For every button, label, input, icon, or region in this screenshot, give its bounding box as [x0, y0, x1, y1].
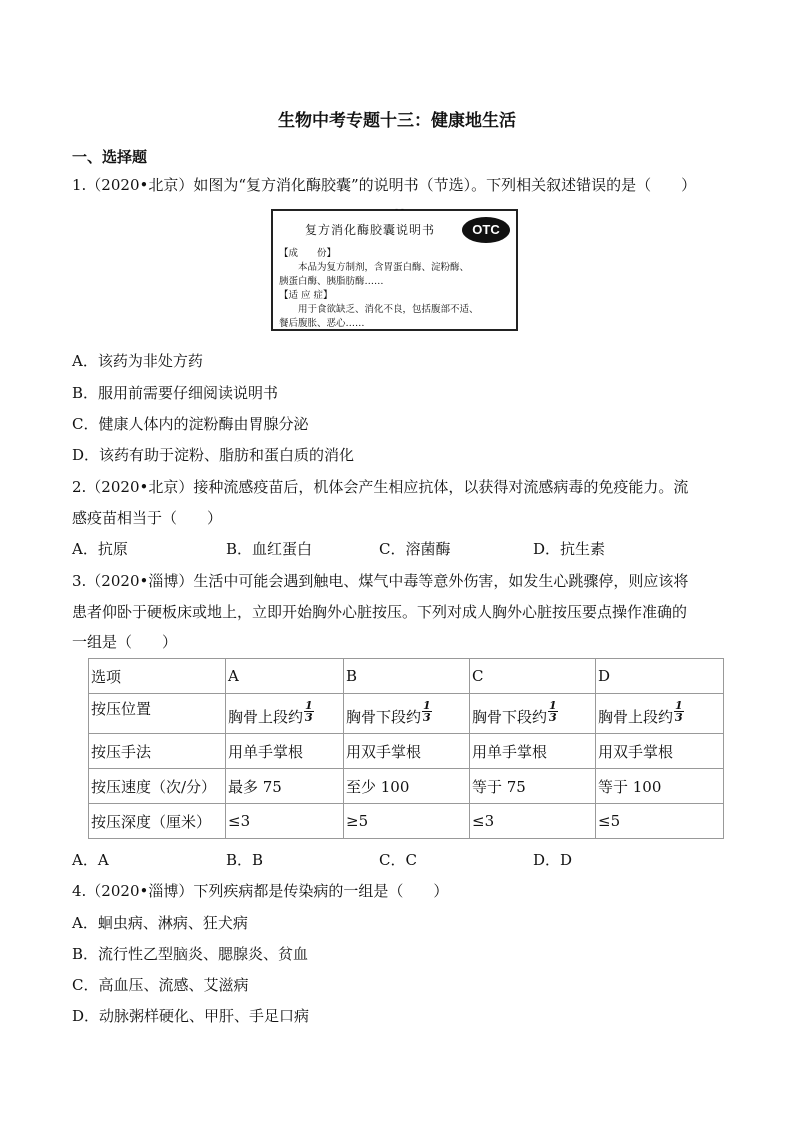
q3-option-b: B．B	[226, 851, 264, 869]
one-third-fraction: $\frac{1}{3}$	[675, 699, 683, 724]
position-text: 胸骨下段约	[346, 707, 422, 726]
table-cell: 按压位置	[89, 694, 226, 734]
table-row	[89, 769, 724, 804]
q3-stem-line-1: 3.（2020•淄博）生活中可能会遇到触电、煤气中毒等意外伤害，如发生心跳骤停，则应该将	[72, 572, 689, 590]
leaflet-title: 复方消化酶胶囊说明书	[305, 223, 436, 237]
q3-option-a: A．A	[72, 851, 109, 869]
q4-option-c: C．高血压、流感、艾滋病	[72, 976, 249, 994]
table-cell: ≤3	[226, 804, 344, 839]
table-header-cell: A	[226, 659, 344, 694]
q1-option-c: C．健康人体内的淀粉酶由胃腺分泌	[72, 415, 309, 433]
q2-option-c: C．溶菌酶	[379, 540, 451, 558]
table-cell: 等于 75	[470, 769, 596, 804]
q1-option-d: D．该药有助于淀粉、脂肪和蛋白质的消化	[72, 446, 355, 464]
page-title: 生物中考专题十三：健康地生活	[278, 111, 516, 131]
leaflet-mark: - -	[395, 205, 404, 215]
table-cell: ≤3	[470, 804, 596, 839]
q4-option-d: D．动脉粥样硬化、甲肝、手足口病	[72, 1007, 310, 1025]
leaflet-line-1: 【成 份】	[279, 248, 337, 259]
table-header-cell: C	[470, 659, 596, 694]
otc-badge: OTC	[462, 217, 510, 243]
q1-option-a: A．该药为非处方药	[72, 352, 203, 370]
q2-option-a: A．抗原	[72, 540, 128, 558]
one-third-fraction: $\frac{1}{3}$	[423, 699, 431, 724]
leaflet-line-6: 餐后腹胀、恶心……	[279, 318, 365, 329]
table-header-cell: B	[344, 659, 470, 694]
table-cell: 最多 75	[226, 769, 344, 804]
table-row	[89, 694, 724, 734]
table-cell	[596, 694, 724, 734]
table-cell: 用单手掌根	[226, 734, 344, 769]
table-cell: 用双手掌根	[596, 734, 724, 769]
q4-stem: 4.（2020•淄博）下列疾病都是传染病的一组是（ ）	[72, 882, 449, 900]
table-cell: 按压深度（厘米）	[89, 804, 226, 839]
table-header-cell: 选项	[89, 659, 226, 694]
table-row	[89, 804, 724, 839]
table-cell	[226, 694, 344, 734]
q4-option-b: B．流行性乙型脑炎、腮腺炎、贫血	[72, 945, 309, 963]
one-third-fraction: $\frac{1}{3}$	[549, 699, 557, 724]
one-third-fraction: $\frac{1}{3}$	[305, 699, 313, 724]
q4-option-a: A．蛔虫病、淋病、狂犬病	[72, 914, 248, 932]
table-cell: 按压速度（次/分）	[89, 769, 226, 804]
table-row	[89, 734, 724, 769]
q1-stem: 1.（2020•北京）如图为“复方消化酶胶囊”的说明书（节选）。下列相关叙述错误的是（ ）	[72, 176, 697, 194]
q2-option-b: B．血红蛋白	[226, 540, 313, 558]
leaflet-line-5: 用于食欲缺乏、消化不良，包括腹部不适、	[279, 304, 479, 315]
table-cell: ≤5	[596, 804, 724, 839]
position-text: 胸骨上段约	[598, 707, 674, 726]
section-heading: 一、选择题	[72, 148, 148, 166]
table-cell: ≥5	[344, 804, 470, 839]
q3-stem-line-3: 一组是（ ）	[72, 633, 178, 651]
q2-stem-line-1: 2.（2020•北京）接种流感疫苗后，机体会产生相应抗体，以获得对流感病毒的免疫能力。流	[72, 478, 689, 496]
leaflet-line-2: 本品为复方制剂，含胃蛋白酶、淀粉酶、	[279, 262, 470, 273]
q3-option-c: C．C	[379, 851, 417, 869]
table-header-cell: D	[596, 659, 724, 694]
table-cell: 至少 100	[344, 769, 470, 804]
table-cell: 按压手法	[89, 734, 226, 769]
q2-stem-line-2: 感疫苗相当于（ ）	[72, 509, 223, 527]
leaflet-line-3: 胰蛋白酶、胰脂肪酶……	[279, 276, 384, 287]
table-cell	[470, 694, 596, 734]
q3-stem-line-2: 患者仰卧于硬板床或地上，立即开始胸外心脏按压。下列对成人胸外心脏按压要点操作准确的	[72, 603, 688, 621]
q1-option-b: B．服用前需要仔细阅读说明书	[72, 384, 279, 402]
leaflet-line-4: 【适 应 症】	[279, 290, 333, 301]
table-cell	[344, 694, 470, 734]
table-row	[89, 659, 724, 694]
table-cell: 用双手掌根	[344, 734, 470, 769]
table-cell: 等于 100	[596, 769, 724, 804]
q3-option-d: D．D	[533, 851, 573, 869]
q2-option-d: D．抗生素	[533, 540, 606, 558]
medicine-leaflet-image	[271, 205, 518, 331]
table-cell: 用单手掌根	[470, 734, 596, 769]
position-text: 胸骨上段约	[228, 707, 304, 726]
position-text: 胸骨下段约	[472, 707, 548, 726]
cpr-table	[88, 658, 724, 839]
